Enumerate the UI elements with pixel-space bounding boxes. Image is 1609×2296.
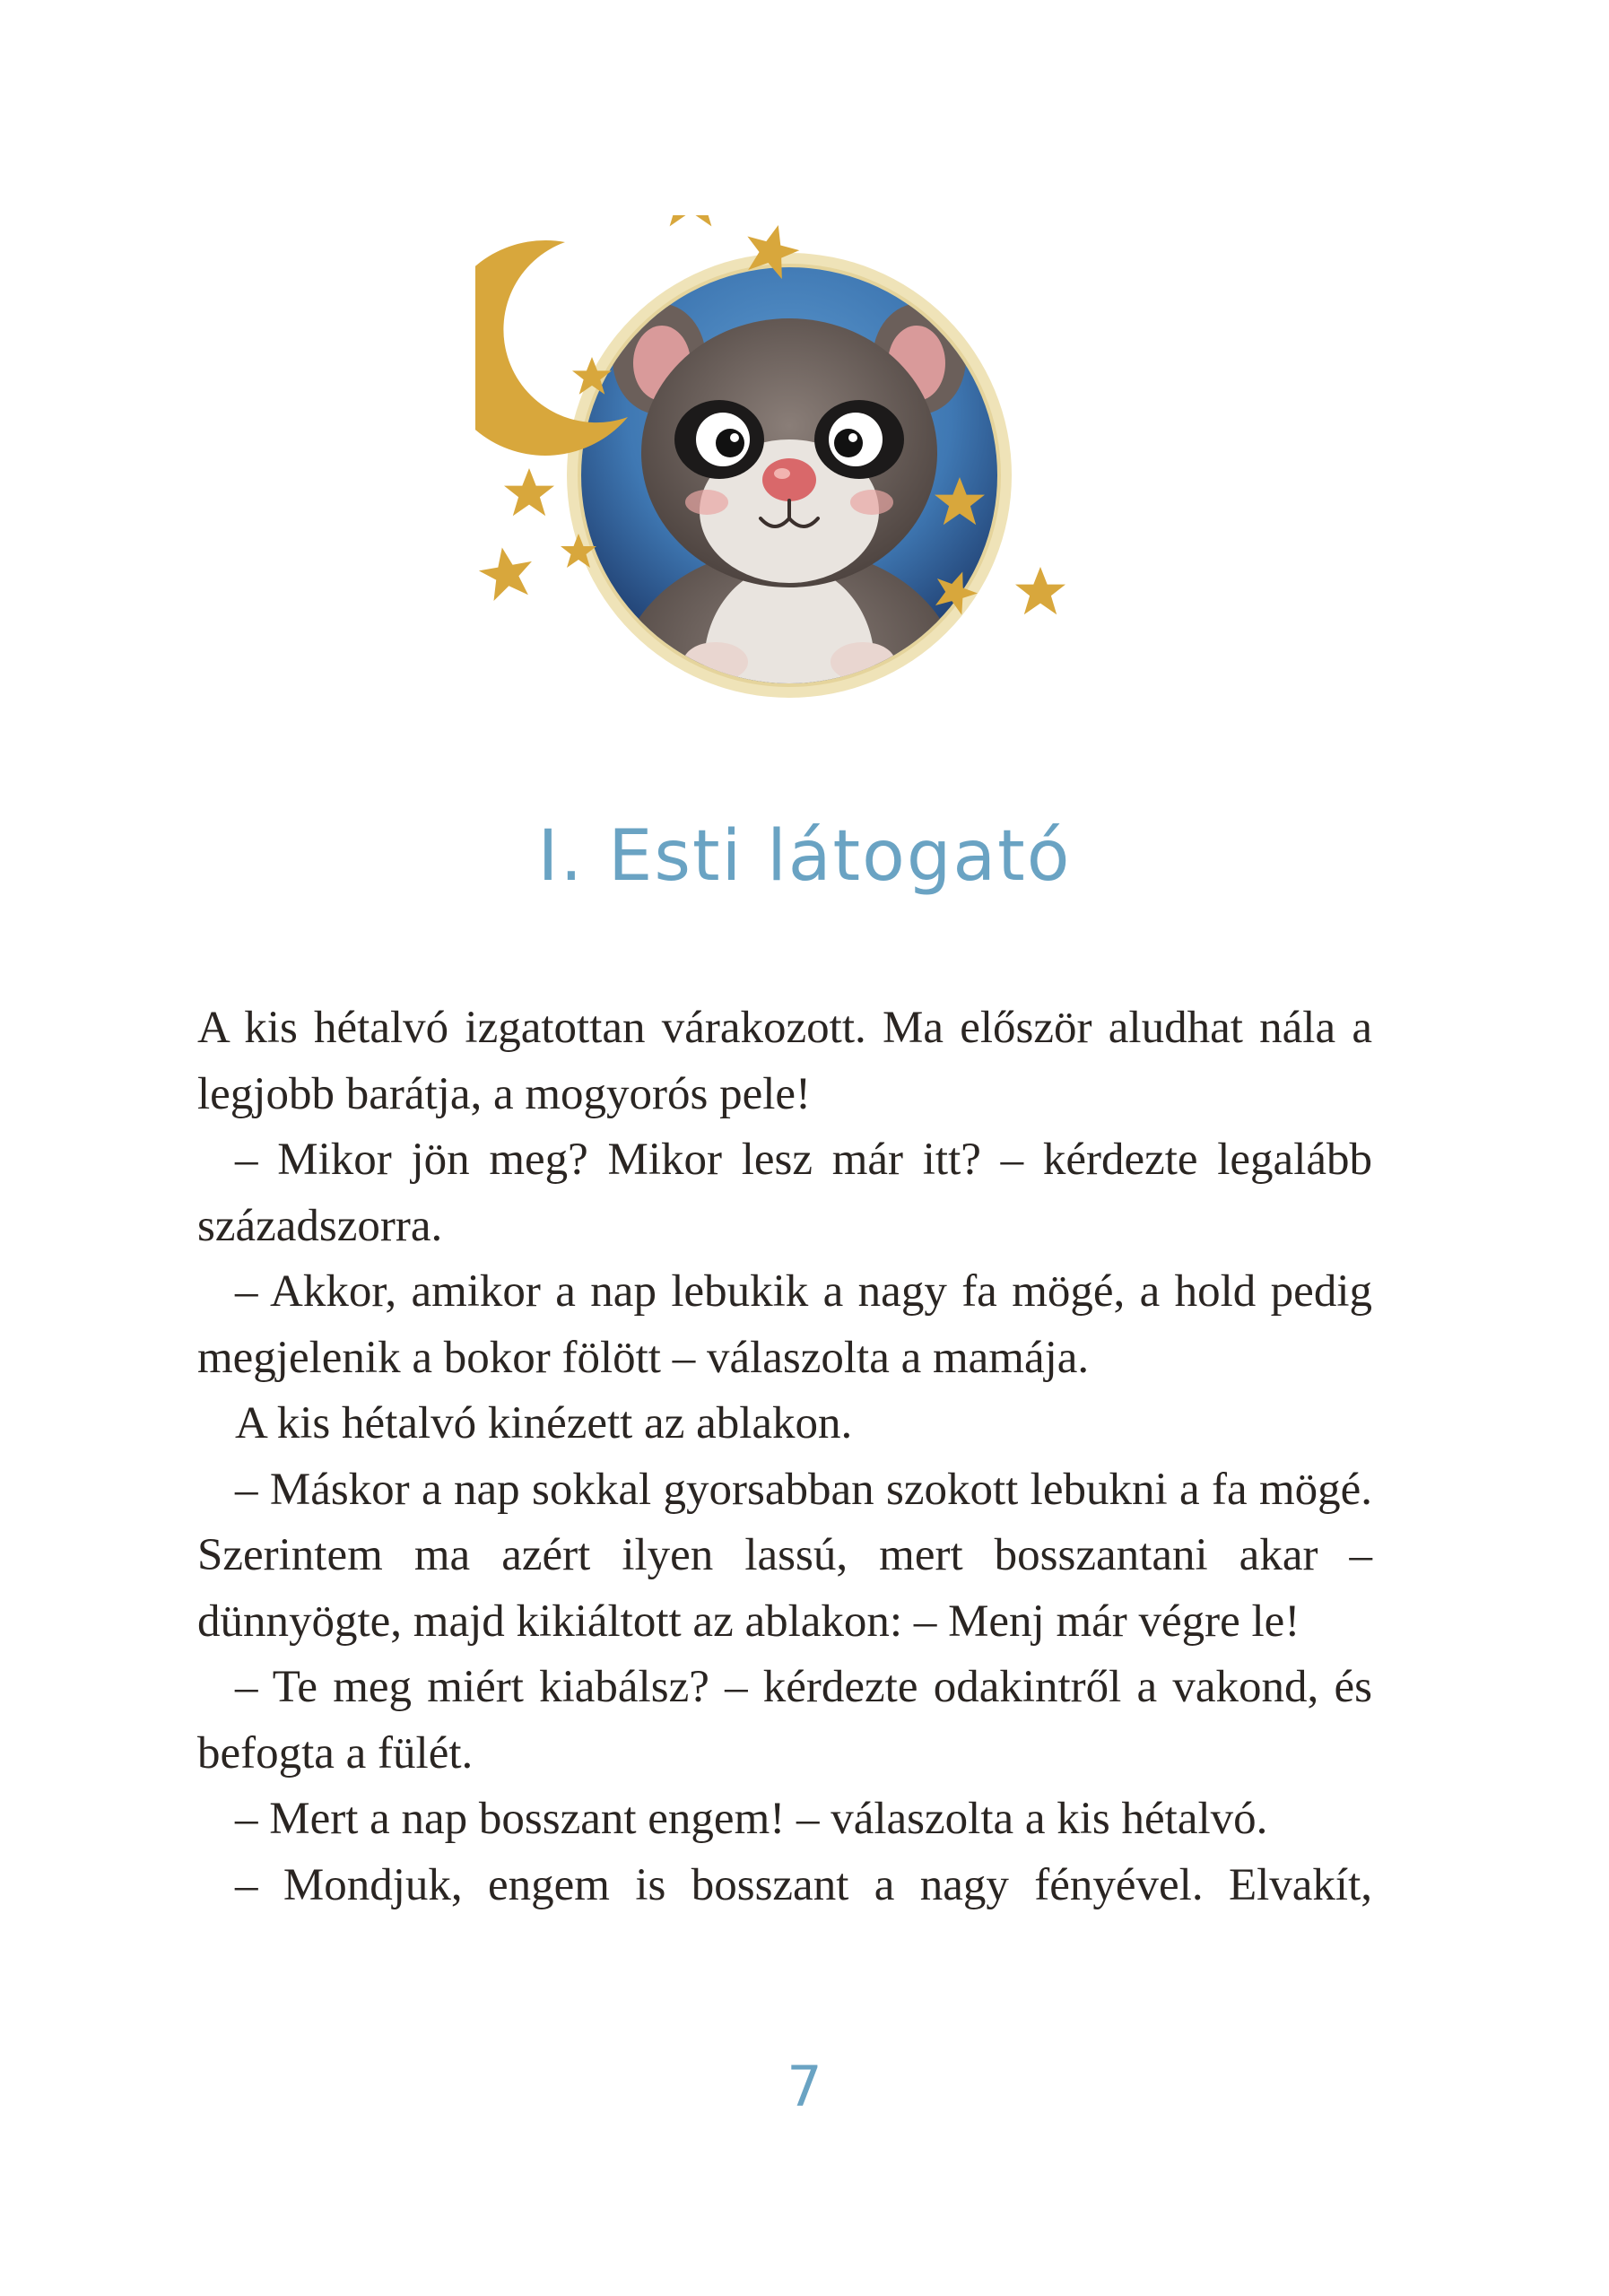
page-number: 7 — [787, 2054, 822, 2119]
star-icon — [475, 543, 537, 603]
star-icon — [504, 468, 554, 516]
crescent-moon-icon — [475, 240, 628, 456]
dormouse-portrait — [475, 215, 1103, 753]
story-text — [197, 996, 1372, 1918]
paragraph: A kis hétalvó izgatottan várakozott. Ma először aludhat nála a legjobb barátja, a mogyorós pele! — [197, 1003, 1372, 1119]
paragraph: – Akkor, amikor a nap lebukik a nagy fa mögé, a hold pedig megjelenik a bokor fölött – válaszolta a mamája. — [197, 1266, 1372, 1383]
paragraph: – Mondjuk, engem is bosszant a nagy fényével. Elvakít, — [235, 1859, 1372, 1910]
chapter-illustration — [475, 215, 1103, 753]
paragraph: A kis hétalvó kinézett az ablakon. — [235, 1398, 853, 1448]
paragraph: – Te meg miért kiabálsz? – kérdezte odakintről a vakond, és befogta a fülét. — [197, 1662, 1372, 1779]
paragraph: – Mikor jön meg? Mikor lesz már itt? – kérdezte legalább századszorra. — [197, 1135, 1372, 1251]
chapter-title: I. Esti látogató — [537, 816, 1072, 897]
paragraph: – Mert a nap bosszant engem! – válaszolta a kis hétalvó. — [235, 1794, 1268, 1844]
paragraph: – Máskor a nap sokkal gyorsabban szokott lebukni a fa mögé. Szerintem ma azért ilyen lassú, mert bosszantani akar – dünnyögte, majd kikiáltott az ablakon: – Menj már végre le! — [197, 1464, 1372, 1647]
star-icon — [658, 215, 723, 226]
star-icon — [1015, 567, 1065, 614]
